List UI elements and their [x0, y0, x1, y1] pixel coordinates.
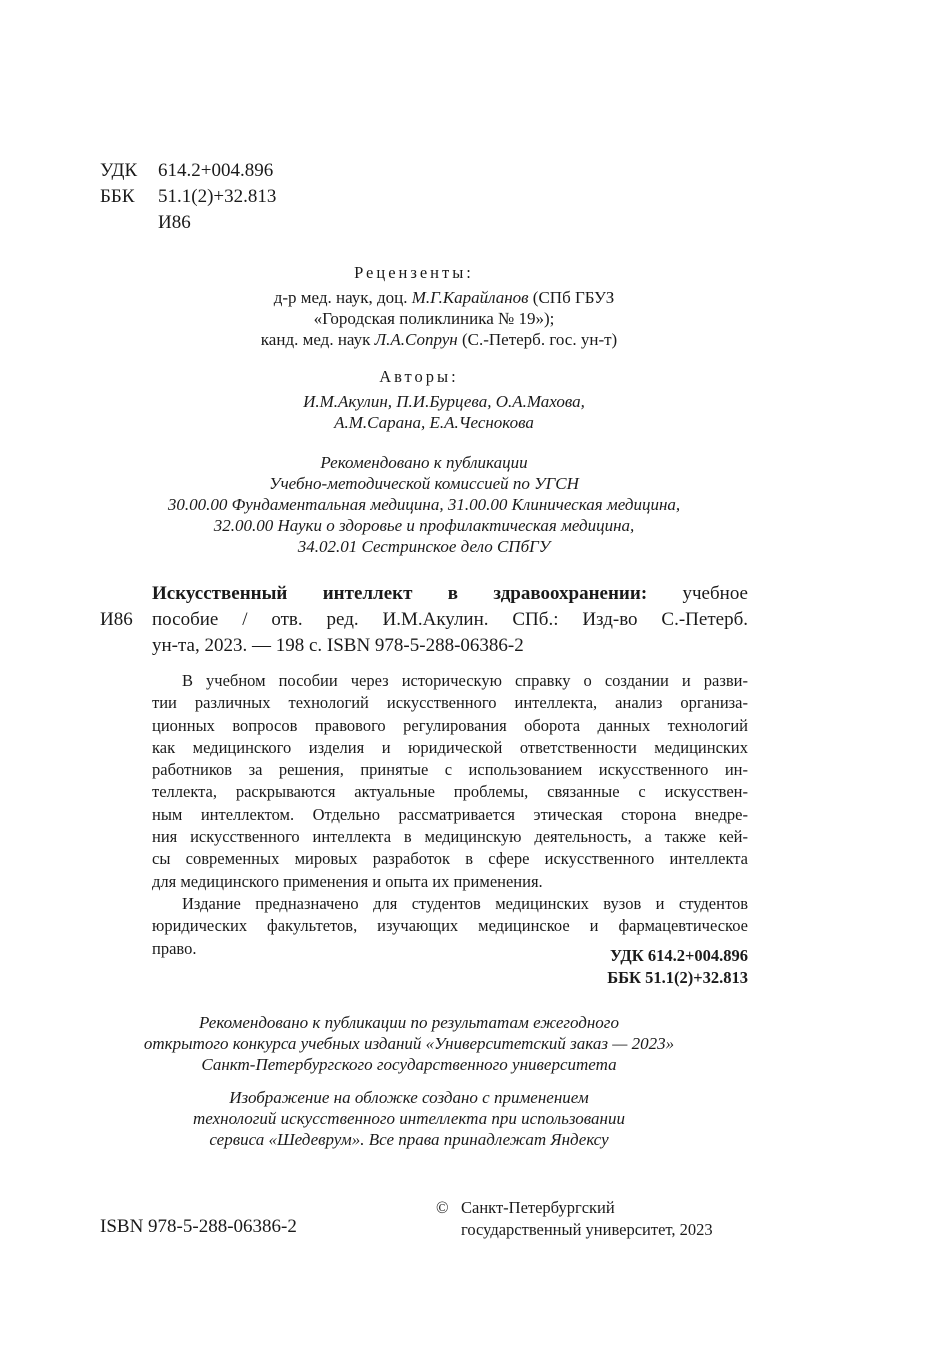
author-mark: И86: [158, 212, 191, 233]
classification-block: [100, 158, 276, 236]
udk-value: 614.2+004.896: [158, 160, 274, 181]
annotation-line: теллекта, раскрываются актуальные проблемы, связанные с искусствен-: [152, 782, 748, 802]
reviewers-heading: Рецензенты:: [354, 263, 474, 282]
authors-line1: И.М.Акулин, П.И.Бурцева, О.А.Махова,: [303, 392, 585, 411]
bbk-value: 51.1(2)+32.813: [158, 186, 277, 207]
annotation-line: ния искусственного интеллекта в медицинскую деятельность, а также кей-: [152, 827, 748, 847]
recommendation-line: 30.00.00 Фундаментальная медицина, 31.00.00 Клиническая медицина,: [167, 495, 681, 514]
reviewer-1-line2: «Городская поликлиника № 19»);: [313, 309, 555, 328]
recommendation-block: [100, 452, 748, 557]
copyright-block: [461, 1197, 713, 1241]
authors-block: [100, 366, 748, 433]
annotation-line: право.: [152, 938, 197, 958]
annotation-line: работников за решения, принятые с использованием искусственного ин-: [152, 760, 748, 780]
contest-note-line: открытого конкурса учебных изданий «Университетский заказ — 2023»: [143, 1034, 675, 1053]
cover-note-line: технологий искусственного интеллекта при использовании: [193, 1109, 625, 1128]
reviewers-block: [100, 262, 748, 350]
annotation: [152, 670, 748, 960]
classification-codes: [452, 945, 748, 989]
authors-heading: Авторы:: [379, 367, 459, 386]
reviewer-1-prefix: д-р мед. наук, доц.: [273, 288, 412, 307]
reviewer-2-prefix: канд. мед. наук: [260, 330, 375, 349]
annotation-line: для медицинского применения и опыта их применения.: [152, 871, 543, 891]
annotation-line: как медицинского изделия и юридической ответственности медицинских: [152, 737, 748, 757]
bbk-row: [100, 184, 276, 210]
reviewer-1-name: М.Г.Карайланов: [411, 288, 529, 307]
bib-line-1: [152, 581, 748, 607]
cover-note-line: Изображение на обложке создано с применением: [229, 1088, 589, 1107]
contest-note-line: Санкт-Петербургского государственного университета: [201, 1055, 617, 1074]
annotation-line: тии различных технологий искусственного интеллекта, анализ организа-: [152, 693, 748, 713]
bib-line-3: ун-та, 2023. — 198 с. ISBN 978-5-288-06386-2: [152, 635, 524, 656]
bibliographic-entry: [152, 581, 748, 659]
annotation-line: юридических факультетов, изучающих медицинское и фармацевтическое: [152, 916, 748, 936]
contest-note: [100, 1012, 748, 1075]
annotation-line: ционных вопросов правового регулирования оборота данных технологий: [152, 715, 748, 735]
bbk-label: ББК: [100, 186, 135, 207]
authors-line2: А.М.Сарана, Е.А.Чеснокова: [334, 413, 534, 432]
bib-line-2: пособие / отв. ред. И.М.Акулин. СПб.: Изд-во С.-Петерб.: [152, 609, 748, 630]
udk-label: УДК: [100, 160, 138, 181]
recommendation-line: Учебно-методической комиссией по УГСН: [269, 474, 579, 493]
annotation-line: Издание предназначено для студентов медицинских вузов и студентов: [182, 893, 748, 913]
book-title: Искусственный интеллект в здравоохранении:: [152, 583, 648, 604]
copyright-symbol: ©: [436, 1198, 449, 1217]
recommendation-line: 32.00.00 Науки о здоровье и профилактическая медицина,: [213, 516, 635, 535]
cover-note-line: сервиса «Шедеврум». Все права принадлежат Яндексу: [209, 1130, 609, 1149]
reviewer-2-line: [130, 329, 748, 350]
copyright-line: Санкт-Петербургский: [461, 1198, 615, 1217]
annotation-line: сы современных мировых разработок в сфере искусственного интеллекта: [152, 849, 748, 869]
author-mark-row: [100, 210, 276, 236]
udk-row: [100, 158, 276, 184]
reviewer-1-line1: [140, 287, 748, 308]
recommendation-line: 34.02.01 Сестринское дело СПбГУ: [297, 537, 551, 556]
udk-code: УДК 614.2+004.896: [609, 946, 748, 965]
annotation-line: В учебном пособии через историческую справку о создании и разви-: [182, 671, 748, 690]
recommendation-line: Рекомендовано к публикации: [320, 453, 528, 472]
cover-note: [100, 1087, 748, 1150]
reviewer-2-suffix: (С.-Петерб. гос. ун-т): [457, 330, 618, 349]
footer-isbn: ISBN 978-5-288-06386-2: [100, 1216, 297, 1237]
reviewer-1-suffix: (СПб ГБУЗ: [528, 288, 615, 307]
copyright-line: государственный университет, 2023: [461, 1220, 713, 1239]
annotation-line: ным интеллектом. Отдельно рассматривается этическая сторона внедре-: [152, 804, 748, 824]
bib-author-mark: И86: [100, 609, 133, 630]
reviewer-2-name: Л.А.Сопрун: [374, 330, 458, 349]
book-title-tail: учебное: [647, 583, 748, 604]
contest-note-line: Рекомендовано к публикации по результатам ежегодного: [199, 1013, 619, 1032]
bbk-code: ББК 51.1(2)+32.813: [607, 968, 748, 987]
